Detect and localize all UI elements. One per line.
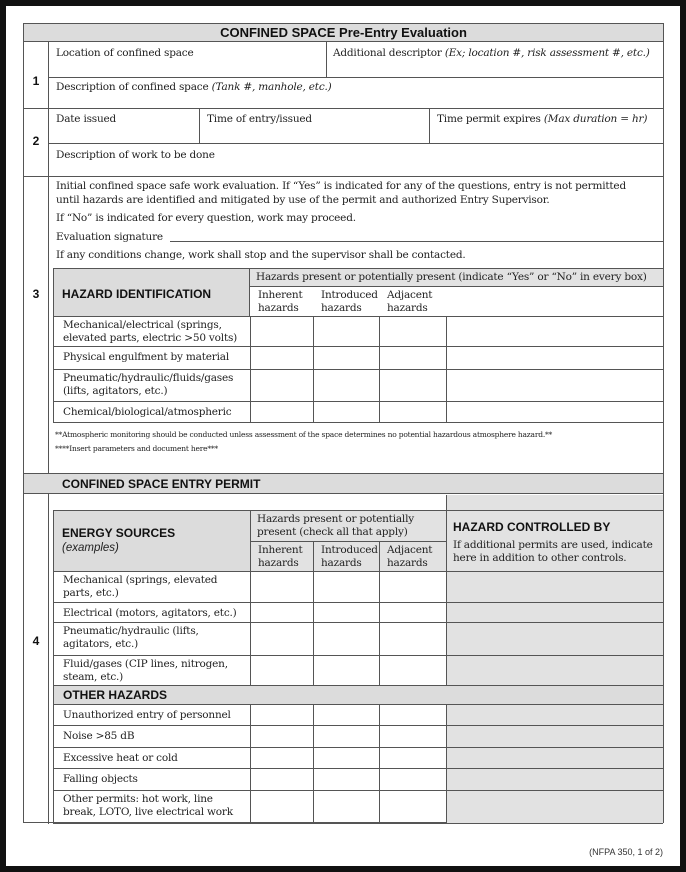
date-issued-field[interactable]: Date issued <box>56 113 117 125</box>
hazard-answer-cell[interactable] <box>379 347 446 370</box>
space-description-field[interactable]: Description of confined space (Tank #, manhole, etc.) <box>56 81 332 93</box>
hazard-check-cell[interactable] <box>379 791 446 824</box>
column-header: Inherent hazards <box>258 289 303 314</box>
section-number-3: 3 <box>32 287 40 301</box>
additional-descriptor-field[interactable]: Additional descriptor (Ex; location #, risk assessment #, etc.) <box>333 47 650 59</box>
hazard-row-label: Physical engulfment by material <box>53 347 250 370</box>
hazard-check-cell[interactable] <box>313 656 379 686</box>
hazard-answer-cell[interactable] <box>379 402 446 423</box>
hazard-row-label: Pneumatic/hydraulic/fluids/gases (lifts, agitators, etc.) <box>53 370 250 402</box>
hazard-row-label: Unauthorized entry of personnel <box>53 705 250 726</box>
hazard-check-cell[interactable] <box>313 769 379 791</box>
hazard-control-cell[interactable] <box>446 769 663 791</box>
hazard-row-label: Electrical (motors, agitators, etc.) <box>53 603 250 623</box>
column-header: Introduced hazards <box>321 289 378 314</box>
no-condition-text: If “No” is indicated for every question, work may proceed. <box>56 212 356 224</box>
column-header: Inherent hazards <box>250 542 313 572</box>
intro-text: Initial confined space safe work evaluation. If “Yes” is indicated for any of the questions, entry is not permitted <box>56 180 626 192</box>
hazard-check-cell[interactable] <box>379 726 446 748</box>
hazard-control-cell[interactable] <box>446 603 663 623</box>
hazard-row-label: Falling objects <box>53 769 250 791</box>
hazard-check-cell[interactable] <box>313 603 379 623</box>
hazard-check-cell[interactable] <box>379 572 446 603</box>
hazard-answer-cell[interactable] <box>379 317 446 347</box>
hazard-control-cell[interactable] <box>446 726 663 748</box>
energy-subtitle: (examples) <box>62 542 119 554</box>
hazard-check-cell[interactable] <box>379 603 446 623</box>
energy-header <box>53 510 250 572</box>
hazard-check-cell[interactable] <box>313 572 379 603</box>
hazard-check-cell[interactable] <box>313 748 379 769</box>
hazard-check-cell[interactable] <box>250 603 313 623</box>
location-field[interactable]: Location of confined space <box>56 47 194 59</box>
hazard-control-cell[interactable] <box>446 623 663 656</box>
hazard-id-title: HAZARD IDENTIFICATION <box>62 287 212 301</box>
hazard-row-label: Mechanical (springs, elevated parts, etc.) <box>53 572 250 603</box>
change-notice: If any conditions change, work shall stop and the supervisor shall be contacted. <box>56 249 466 261</box>
controlled-title: HAZARD CONTROLLED BY <box>453 520 611 534</box>
hazard-answer-cell[interactable] <box>313 402 379 423</box>
section-number-4: 4 <box>32 634 40 648</box>
hazard-answer-cell[interactable] <box>446 370 663 402</box>
hazard-check-cell[interactable] <box>379 748 446 769</box>
hazard-check-cell[interactable] <box>250 726 313 748</box>
hazard-check-cell[interactable] <box>379 705 446 726</box>
confined-space-form <box>23 23 664 823</box>
hazard-row-label: Pneumatic/hydraulic (lifts, agitators, etc.) <box>53 623 250 656</box>
hazard-row-label: Mechanical/electrical (springs, elevated parts, electric >50 volts) <box>53 317 250 347</box>
other-hazards-header: OTHER HAZARDS <box>53 686 663 705</box>
controlled-subtitle: If additional permits are used, indicate here in addition to other controls. <box>453 539 653 564</box>
permit-header: CONFINED SPACE ENTRY PERMIT <box>24 474 663 494</box>
hazard-check-cell[interactable] <box>313 623 379 656</box>
hazard-check-cell[interactable] <box>313 705 379 726</box>
column-header: Introduced hazards <box>313 542 379 572</box>
hazard-check-cell[interactable] <box>379 769 446 791</box>
hazard-answer-cell[interactable] <box>446 402 663 423</box>
section-number-1: 1 <box>32 74 40 88</box>
time-entry-field[interactable]: Time of entry/issued <box>207 113 312 125</box>
hazard-answer-cell[interactable] <box>250 317 313 347</box>
hazard-check-cell[interactable] <box>379 656 446 686</box>
hazard-answer-cell[interactable] <box>250 370 313 402</box>
hazard-check-cell[interactable] <box>313 726 379 748</box>
hazard-check-cell[interactable] <box>313 791 379 824</box>
hazard-answer-cell[interactable] <box>379 370 446 402</box>
hazard-answer-cell[interactable] <box>446 317 663 347</box>
hazard-group-header: Hazards present or potentially present (indicate “Yes” or “No” in every box) <box>250 268 663 287</box>
hazard-row-label: Chemical/biological/atmospheric <box>53 402 250 423</box>
hazard-row-label: Noise >85 dB <box>53 726 250 748</box>
hazard-control-cell[interactable] <box>446 791 663 824</box>
hazard-control-cell[interactable] <box>446 572 663 603</box>
hazard-check-cell[interactable] <box>379 623 446 656</box>
hazard-answer-cell[interactable] <box>313 347 379 370</box>
work-description-field[interactable]: Description of work to be done <box>56 149 215 161</box>
hazard-row-label: Other permits: hot work, line break, LOTO, live electrical work <box>53 791 250 824</box>
hazard-check-cell[interactable] <box>250 623 313 656</box>
hazard-answer-cell[interactable] <box>446 347 663 370</box>
time-expires-field[interactable]: Time permit expires (Max duration = hr) <box>437 113 648 125</box>
hazard-check-cell[interactable] <box>250 791 313 824</box>
hazard-check-cell[interactable] <box>250 769 313 791</box>
energy-title: ENERGY SOURCES <box>62 526 176 540</box>
hazard-control-cell[interactable] <box>446 705 663 726</box>
energy-sources-table <box>53 510 663 824</box>
form-footer: (NFPA 350, 1 of 2) <box>589 847 663 857</box>
form-title: CONFINED SPACE Pre-Entry Evaluation <box>24 24 663 42</box>
intro-text-2: until hazards are identified and mitigated by use of the permit and authorized Entry Supervisor. <box>56 194 550 206</box>
hazard-check-cell[interactable] <box>250 705 313 726</box>
column-header: Adjacent hazards <box>387 289 433 314</box>
signature-label: Evaluation signature <box>56 231 163 243</box>
hazard-answer-cell[interactable] <box>313 317 379 347</box>
section-number-2: 2 <box>32 134 40 148</box>
hazard-answer-cell[interactable] <box>250 402 313 423</box>
hazard-answer-cell[interactable] <box>250 347 313 370</box>
atmospheric-note: **Atmospheric monitoring should be conducted unless assessment of the space determines no potential hazardous atmosphere hazard.** <box>55 430 553 439</box>
hazard-row-label: Excessive heat or cold <box>53 748 250 769</box>
hazard-control-cell[interactable] <box>446 656 663 686</box>
hazard-control-cell[interactable] <box>446 748 663 769</box>
parameters-note: ****Insert parameters and document here*** <box>55 444 218 453</box>
hazard-row-label: Fluid/gases (CIP lines, nitrogen, steam, etc.) <box>53 656 250 686</box>
hazard-check-cell[interactable] <box>250 656 313 686</box>
hazard-answer-cell[interactable] <box>313 370 379 402</box>
signature-line[interactable] <box>170 241 663 242</box>
hazard-check-cell[interactable] <box>250 572 313 603</box>
form-page <box>6 6 680 866</box>
column-header: Adjacent hazards <box>379 542 446 572</box>
hazard-check-cell[interactable] <box>250 748 313 769</box>
energy-group-header: Hazards present or potentially present (check all that apply) <box>250 510 446 542</box>
hazard-identification-table <box>53 268 663 423</box>
